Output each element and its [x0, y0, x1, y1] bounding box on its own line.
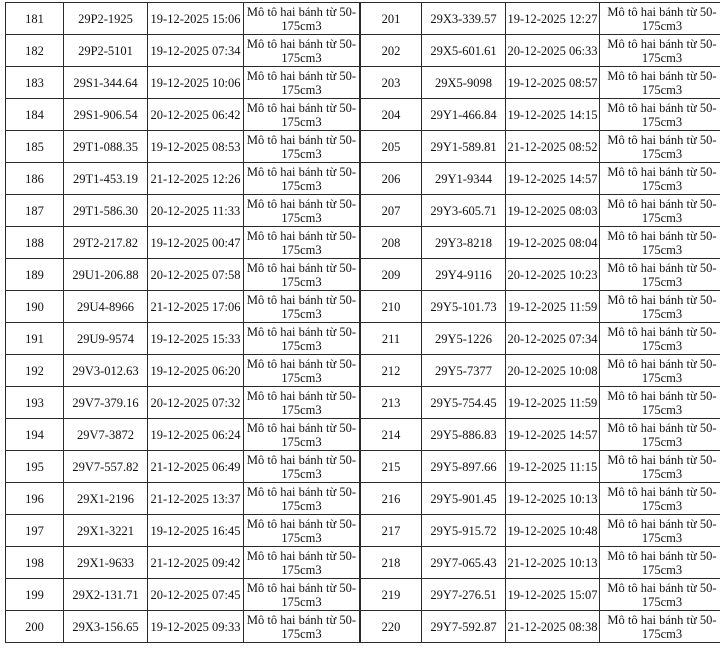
violation-table-right	[360, 2, 720, 643]
row-number-cell: 208	[361, 227, 422, 259]
row-number-cell: 196	[6, 483, 64, 515]
vehicle-type-cell: Mô tô hai bánh từ 50-175cm3	[600, 355, 720, 387]
plate-number-cell: 29X1-9633	[64, 547, 148, 579]
table-row	[361, 355, 720, 387]
datetime-cell: 19-12-2025 15:33	[148, 323, 244, 355]
plate-number-cell: 29U9-9574	[64, 323, 148, 355]
table-row	[361, 259, 720, 291]
row-number-cell: 205	[361, 131, 422, 163]
plate-number-cell: 29Y7-276.51	[422, 579, 506, 611]
table-row	[6, 547, 360, 579]
plate-number-cell: 29X5-9098	[422, 67, 506, 99]
datetime-cell: 19-12-2025 09:33	[148, 611, 244, 643]
vehicle-type-cell: Mô tô hai bánh từ 50-175cm3	[600, 547, 720, 579]
row-number-cell: 190	[6, 291, 64, 323]
table-row	[6, 131, 360, 163]
table-row	[6, 35, 360, 67]
table-row	[361, 195, 720, 227]
vehicle-type-cell: Mô tô hai bánh từ 50-175cm3	[244, 67, 360, 99]
row-number-cell: 199	[6, 579, 64, 611]
table-row	[6, 579, 360, 611]
plate-number-cell: 29Y1-589.81	[422, 131, 506, 163]
table-row	[361, 3, 720, 35]
table-row	[6, 611, 360, 643]
table-row	[6, 451, 360, 483]
vehicle-type-cell: Mô tô hai bánh từ 50-175cm3	[600, 579, 720, 611]
row-number-cell: 187	[6, 195, 64, 227]
datetime-cell: 20-12-2025 07:45	[148, 579, 244, 611]
table-row	[6, 3, 360, 35]
datetime-cell: 19-12-2025 08:03	[506, 195, 600, 227]
vehicle-type-cell: Mô tô hai bánh từ 50-175cm3	[244, 579, 360, 611]
table-row	[361, 611, 720, 643]
vehicle-type-cell: Mô tô hai bánh từ 50-175cm3	[600, 611, 720, 643]
plate-number-cell: 29V7-379.16	[64, 387, 148, 419]
table-row	[361, 99, 720, 131]
datetime-cell: 19-12-2025 10:13	[506, 483, 600, 515]
plate-number-cell: 29Y5-7377	[422, 355, 506, 387]
row-number-cell: 218	[361, 547, 422, 579]
datetime-cell: 20-12-2025 06:42	[148, 99, 244, 131]
datetime-cell: 19-12-2025 06:20	[148, 355, 244, 387]
datetime-cell: 19-12-2025 12:27	[506, 3, 600, 35]
vehicle-type-cell: Mô tô hai bánh từ 50-175cm3	[600, 227, 720, 259]
plate-number-cell: 29Y5-886.83	[422, 419, 506, 451]
table-row	[361, 451, 720, 483]
vehicle-type-cell: Mô tô hai bánh từ 50-175cm3	[600, 387, 720, 419]
vehicle-type-cell: Mô tô hai bánh từ 50-175cm3	[244, 99, 360, 131]
table-row	[6, 323, 360, 355]
table-row	[361, 35, 720, 67]
row-number-cell: 211	[361, 323, 422, 355]
table-row	[361, 291, 720, 323]
vehicle-type-cell: Mô tô hai bánh từ 50-175cm3	[244, 291, 360, 323]
vehicle-type-cell: Mô tô hai bánh từ 50-175cm3	[600, 419, 720, 451]
vehicle-type-cell: Mô tô hai bánh từ 50-175cm3	[244, 163, 360, 195]
vehicle-type-cell: Mô tô hai bánh từ 50-175cm3	[244, 611, 360, 643]
table-row	[6, 355, 360, 387]
plate-number-cell: 29P2-5101	[64, 35, 148, 67]
table-row	[361, 67, 720, 99]
plate-number-cell: 29T1-088.35	[64, 131, 148, 163]
datetime-cell: 19-12-2025 08:57	[506, 67, 600, 99]
datetime-cell: 21-12-2025 08:38	[506, 611, 600, 643]
row-number-cell: 185	[6, 131, 64, 163]
table-row	[361, 227, 720, 259]
datetime-cell: 19-12-2025 08:53	[148, 131, 244, 163]
datetime-cell: 20-12-2025 10:23	[506, 259, 600, 291]
datetime-cell: 19-12-2025 14:57	[506, 163, 600, 195]
vehicle-type-cell: Mô tô hai bánh từ 50-175cm3	[244, 3, 360, 35]
plate-number-cell: 29T1-586.30	[64, 195, 148, 227]
row-number-cell: 207	[361, 195, 422, 227]
plate-number-cell: 29X5-601.61	[422, 35, 506, 67]
vehicle-type-cell: Mô tô hai bánh từ 50-175cm3	[600, 195, 720, 227]
plate-number-cell: 29Y5-754.45	[422, 387, 506, 419]
row-number-cell: 217	[361, 515, 422, 547]
datetime-cell: 20-12-2025 10:08	[506, 355, 600, 387]
plate-number-cell: 29S1-344.64	[64, 67, 148, 99]
vehicle-type-cell: Mô tô hai bánh từ 50-175cm3	[244, 547, 360, 579]
row-number-cell: 186	[6, 163, 64, 195]
vehicle-type-cell: Mô tô hai bánh từ 50-175cm3	[600, 35, 720, 67]
table-row	[6, 259, 360, 291]
table-row	[361, 323, 720, 355]
row-number-cell: 203	[361, 67, 422, 99]
vehicle-type-cell: Mô tô hai bánh từ 50-175cm3	[600, 483, 720, 515]
plate-number-cell: 29U4-8966	[64, 291, 148, 323]
row-number-cell: 215	[361, 451, 422, 483]
vehicle-type-cell: Mô tô hai bánh từ 50-175cm3	[244, 483, 360, 515]
table-row	[6, 291, 360, 323]
vehicle-type-cell: Mô tô hai bánh từ 50-175cm3	[600, 323, 720, 355]
plate-number-cell: 29Y7-592.87	[422, 611, 506, 643]
vehicle-type-cell: Mô tô hai bánh từ 50-175cm3	[244, 35, 360, 67]
datetime-cell: 20-12-2025 11:33	[148, 195, 244, 227]
vehicle-type-cell: Mô tô hai bánh từ 50-175cm3	[244, 387, 360, 419]
vehicle-type-cell: Mô tô hai bánh từ 50-175cm3	[600, 291, 720, 323]
row-number-cell: 198	[6, 547, 64, 579]
row-number-cell: 220	[361, 611, 422, 643]
row-number-cell: 182	[6, 35, 64, 67]
table-row	[6, 483, 360, 515]
plate-number-cell: 29Y3-605.71	[422, 195, 506, 227]
row-number-cell: 193	[6, 387, 64, 419]
vehicle-type-cell: Mô tô hai bánh từ 50-175cm3	[244, 227, 360, 259]
datetime-cell: 19-12-2025 11:15	[506, 451, 600, 483]
table-row	[6, 67, 360, 99]
table-row	[6, 227, 360, 259]
row-number-cell: 216	[361, 483, 422, 515]
row-number-cell: 202	[361, 35, 422, 67]
plate-number-cell: 29S1-906.54	[64, 99, 148, 131]
table-row	[361, 515, 720, 547]
plate-number-cell: 29Y5-901.45	[422, 483, 506, 515]
datetime-cell: 19-12-2025 00:47	[148, 227, 244, 259]
row-number-cell: 210	[361, 291, 422, 323]
table-row	[361, 387, 720, 419]
datetime-cell: 19-12-2025 15:06	[148, 3, 244, 35]
row-number-cell: 213	[361, 387, 422, 419]
right-table-body	[361, 3, 720, 643]
plate-number-cell: 29T2-217.82	[64, 227, 148, 259]
plate-number-cell: 29X1-3221	[64, 515, 148, 547]
plate-number-cell: 29Y7-065.43	[422, 547, 506, 579]
plate-number-cell: 29Y5-897.66	[422, 451, 506, 483]
row-number-cell: 209	[361, 259, 422, 291]
table-row	[361, 547, 720, 579]
vehicle-type-cell: Mô tô hai bánh từ 50-175cm3	[244, 355, 360, 387]
datetime-cell: 21-12-2025 06:49	[148, 451, 244, 483]
table-row	[361, 419, 720, 451]
vehicle-type-cell: Mô tô hai bánh từ 50-175cm3	[600, 515, 720, 547]
vehicle-type-cell: Mô tô hai bánh từ 50-175cm3	[600, 163, 720, 195]
row-number-cell: 219	[361, 579, 422, 611]
vehicle-type-cell: Mô tô hai bánh từ 50-175cm3	[600, 67, 720, 99]
datetime-cell: 21-12-2025 08:52	[506, 131, 600, 163]
violation-table-left	[5, 2, 360, 643]
vehicle-type-cell: Mô tô hai bánh từ 50-175cm3	[600, 3, 720, 35]
datetime-cell: 21-12-2025 09:42	[148, 547, 244, 579]
datetime-cell: 19-12-2025 10:48	[506, 515, 600, 547]
row-number-cell: 188	[6, 227, 64, 259]
plate-number-cell: 29X1-2196	[64, 483, 148, 515]
datetime-cell: 19-12-2025 06:24	[148, 419, 244, 451]
plate-number-cell: 29Y5-915.72	[422, 515, 506, 547]
row-number-cell: 197	[6, 515, 64, 547]
plate-number-cell: 29Y5-101.73	[422, 291, 506, 323]
table-row	[6, 163, 360, 195]
table-row	[361, 163, 720, 195]
table-row	[6, 419, 360, 451]
row-number-cell: 204	[361, 99, 422, 131]
datetime-cell: 19-12-2025 11:59	[506, 387, 600, 419]
row-number-cell: 183	[6, 67, 64, 99]
datetime-cell: 19-12-2025 14:15	[506, 99, 600, 131]
row-number-cell: 184	[6, 99, 64, 131]
plate-number-cell: 29X3-156.65	[64, 611, 148, 643]
row-number-cell: 192	[6, 355, 64, 387]
vehicle-type-cell: Mô tô hai bánh từ 50-175cm3	[600, 131, 720, 163]
datetime-cell: 19-12-2025 08:04	[506, 227, 600, 259]
table-row	[6, 99, 360, 131]
datetime-cell: 21-12-2025 13:37	[148, 483, 244, 515]
plate-number-cell: 29V7-3872	[64, 419, 148, 451]
datetime-cell: 20-12-2025 06:33	[506, 35, 600, 67]
datetime-cell: 19-12-2025 07:34	[148, 35, 244, 67]
datetime-cell: 21-12-2025 17:06	[148, 291, 244, 323]
row-number-cell: 195	[6, 451, 64, 483]
datetime-cell: 21-12-2025 12:26	[148, 163, 244, 195]
row-number-cell: 191	[6, 323, 64, 355]
plate-number-cell: 29Y5-1226	[422, 323, 506, 355]
vehicle-type-cell: Mô tô hai bánh từ 50-175cm3	[244, 195, 360, 227]
table-row	[6, 515, 360, 547]
plate-number-cell: 29Y4-9116	[422, 259, 506, 291]
plate-number-cell: 29Y1-466.84	[422, 99, 506, 131]
table-row	[6, 195, 360, 227]
row-number-cell: 214	[361, 419, 422, 451]
datetime-cell: 19-12-2025 10:06	[148, 67, 244, 99]
table-row	[361, 131, 720, 163]
row-number-cell: 212	[361, 355, 422, 387]
vehicle-type-cell: Mô tô hai bánh từ 50-175cm3	[244, 259, 360, 291]
plate-number-cell: 29V7-557.82	[64, 451, 148, 483]
row-number-cell: 194	[6, 419, 64, 451]
plate-number-cell: 29P2-1925	[64, 3, 148, 35]
vehicle-type-cell: Mô tô hai bánh từ 50-175cm3	[244, 131, 360, 163]
table-row	[6, 387, 360, 419]
vehicle-type-cell: Mô tô hai bánh từ 50-175cm3	[244, 323, 360, 355]
plate-number-cell: 29Y3-8218	[422, 227, 506, 259]
datetime-cell: 19-12-2025 11:59	[506, 291, 600, 323]
table-row	[361, 483, 720, 515]
vehicle-type-cell: Mô tô hai bánh từ 50-175cm3	[600, 451, 720, 483]
left-table-body	[6, 3, 360, 643]
vehicle-type-cell: Mô tô hai bánh từ 50-175cm3	[244, 515, 360, 547]
row-number-cell: 200	[6, 611, 64, 643]
row-number-cell: 189	[6, 259, 64, 291]
datetime-cell: 21-12-2025 10:13	[506, 547, 600, 579]
vehicle-type-cell: Mô tô hai bánh từ 50-175cm3	[244, 419, 360, 451]
row-number-cell: 206	[361, 163, 422, 195]
vehicle-type-cell: Mô tô hai bánh từ 50-175cm3	[600, 259, 720, 291]
datetime-cell: 19-12-2025 16:45	[148, 515, 244, 547]
plate-number-cell: 29X3-339.57	[422, 3, 506, 35]
datetime-cell: 20-12-2025 07:34	[506, 323, 600, 355]
plate-number-cell: 29Y1-9344	[422, 163, 506, 195]
plate-number-cell: 29X2-131.71	[64, 579, 148, 611]
vehicle-type-cell: Mô tô hai bánh từ 50-175cm3	[244, 451, 360, 483]
datetime-cell: 20-12-2025 07:58	[148, 259, 244, 291]
plate-number-cell: 29V3-012.63	[64, 355, 148, 387]
plate-number-cell: 29U1-206.88	[64, 259, 148, 291]
table-row	[361, 579, 720, 611]
plate-number-cell: 29T1-453.19	[64, 163, 148, 195]
datetime-cell: 20-12-2025 07:32	[148, 387, 244, 419]
row-number-cell: 181	[6, 3, 64, 35]
row-number-cell: 201	[361, 3, 422, 35]
vehicle-type-cell: Mô tô hai bánh từ 50-175cm3	[600, 99, 720, 131]
datetime-cell: 19-12-2025 14:57	[506, 419, 600, 451]
datetime-cell: 19-12-2025 15:07	[506, 579, 600, 611]
